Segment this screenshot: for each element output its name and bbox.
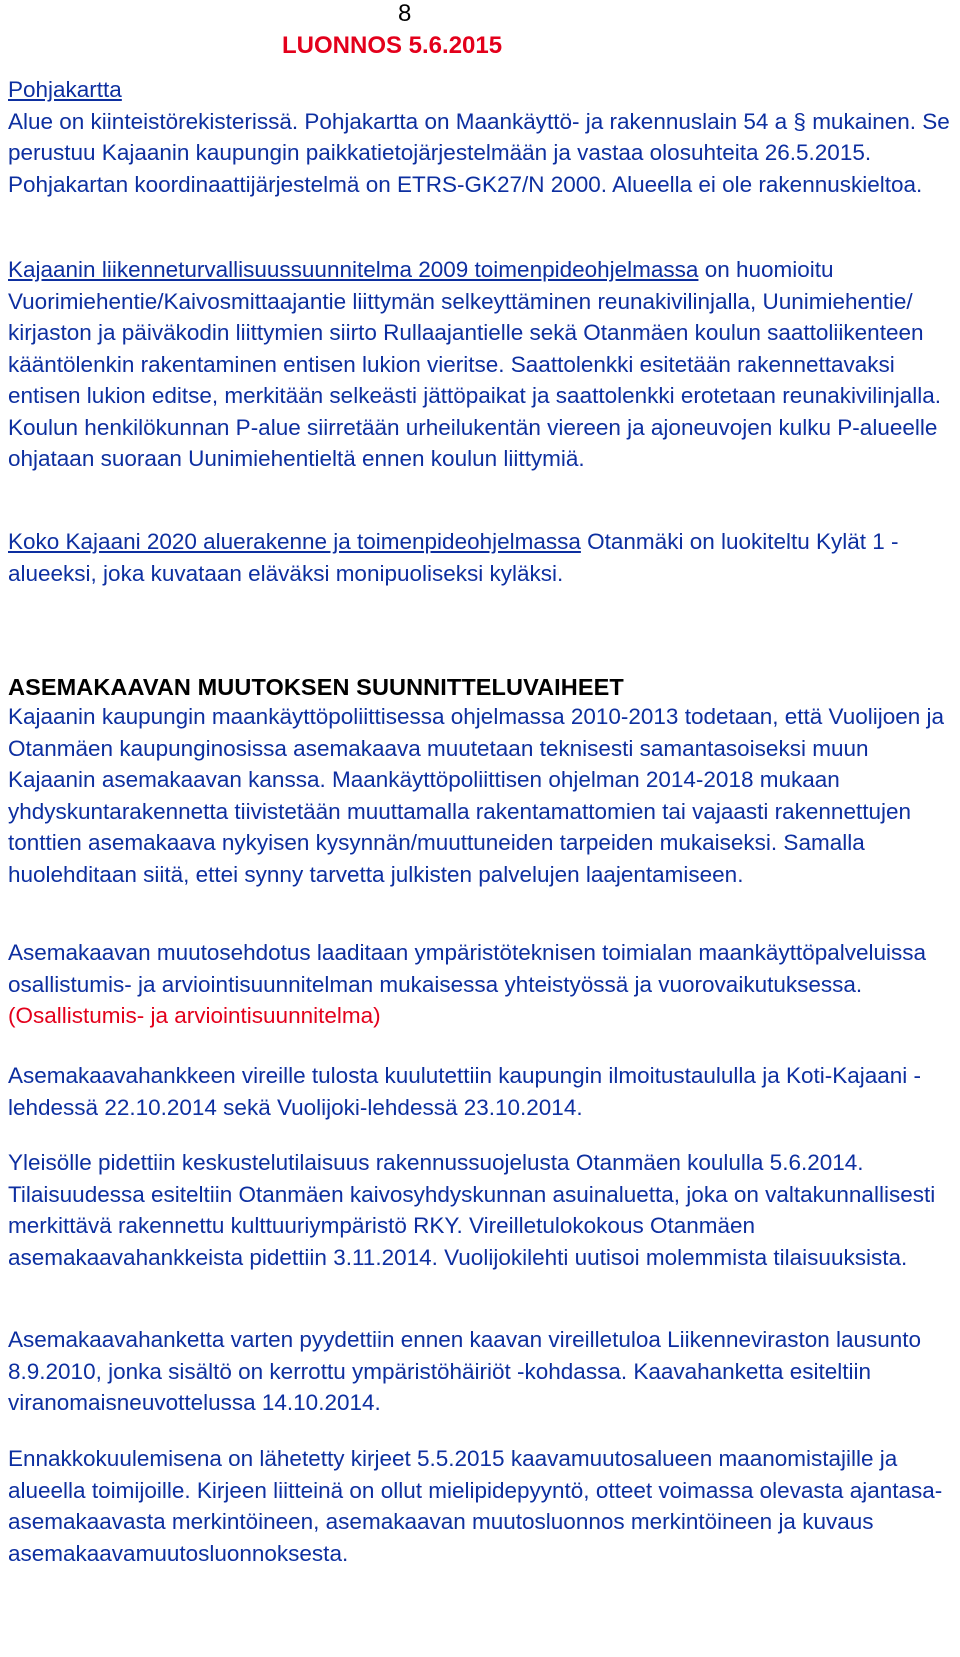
paragraph-5: Asemakaavahanketta varten pyydettiin ennen kaavan vireilletuloa Liikenneviraston lausunto 8.9.2010, jonka sisältö on kerrottu ympäristöhäiriöt -kohdassa. Kaavahanketta esiteltiin viranomaisneuvottelussa 14.10.2014. — [8, 1327, 922, 1415]
koko-kajaani-link[interactable]: Koko Kajaani 2020 aluerakenne ja toimenpideohjelmassa — [8, 529, 581, 554]
pohjakartta-section — [8, 74, 956, 200]
paragraph-2-text: Asemakaavan muutosehdotus laaditaan ympäristöteknisen toimialan maankäyttöpalveluissa osallistumis- ja arviointisuunnitelman mukaisessa yhteistyössä ja vuorovaikutuksessa. — [8, 940, 927, 997]
paragraph-6: Ennakkokuulemisena on lähetetty kirjeet 5.5.2015 kaavamuutosalueen maanomistajille ja alueella toimijoille. Kirjeen liitteinä on ollut mielipidepyyntö, otteet voimassa olevasta ajantasa-asemakaavasta merkintöineen, asemakaavan muutosluonnos merkintöineen ja kuvaus asemakaavamuutosluonnoksesta. — [8, 1446, 943, 1566]
section-heading: ASEMAKAAVAN MUUTOKSEN SUUNNITTELUVAIHEET — [8, 674, 624, 700]
paragraph-3: Asemakaavahankkeen vireille tulosta kuulutettiin kaupungin ilmoitustaululla ja Koti-Kajaani -lehdessä 22.10.2014 sekä Vuolijoki-lehdessä 23.10.2014. — [8, 1063, 922, 1120]
draft-label: LUONNOS 5.6.2015 — [282, 32, 503, 59]
paragraph-1: Kajaanin kaupungin maankäyttöpoliittisessa ohjelmassa 2010-2013 todetaan, että Vuolijoen ja Otanmäen kaupunginosissa asemakaava muutetaan teknisesti samantasoiseksi muun Kajaanin asemakaavan kanssa. Maankäyttöpoliittisen ohjelman 2014-2018 mukaan yhdyskuntarakennetta tiivistetään muuttamalla rakentamattomien tai vajaasti rakennettujen tonttien asemakaava nykyisen kysynnän/muuttuneiden tarpeiden mukaiseksi. Samalla huolehditaan siitä, ettei synny tarvetta julkisten palvelujen laajentamiseen. — [8, 704, 945, 887]
paragraph-2 — [8, 937, 954, 1032]
paragraph-4: Yleisölle pidettiin keskustelutilaisuus rakennussuojelusta Otanmäen koululla 5.6.2014. Tilaisuudessa esiteltiin Otanmäen kaivosyhdyskunnan asuinaluetta, joka on valtakunnallisesti merkittävä rakennettu kulttuuriympäristö RKY. Vireilletulokokous Otanmäen asemakaavahankkeista pidettiin 3.11.2014. Vuolijokilehti uutisoi molemmista tilaisuuksista. — [8, 1150, 936, 1270]
liikenne-text: on huomioitu Vuorimiehentie/Kaivosmittaajantie liittymän selkeyttäminen reunakivilinjalla, Uunimiehentie/ kirjaston ja päiväkodin liittymien siirto Rullaajantielle sekä Otanmäen koulun saattoliikenteen kääntölenkin rakentaminen entisen lukion vieritse. Saattolenkki esitetään rakennettavaksi entisen lukion editse, merkitään selkeästi jättöpaikat ja saattolenkki erotetaan reunakivilinjalla. Koulun henkilökunnan P-alue siirretään urheilukentän viereen ja ajoneuvojen kulku P-alueelle ohjataan suoraan Uunimiehentieltä ennen koulun liittymiä. — [8, 257, 942, 471]
koko-kajaani-text: Otanmäki on luokiteltu Kylät 1 -alueeksi, joka kuvataan eläväksi monipuoliseksi kyläksi. — [8, 529, 899, 586]
liikenne-link[interactable]: Kajaanin liikenneturvallisuussuunnitelma 2009 toimenpideohjelmassa — [8, 257, 699, 282]
liikenne-paragraph — [8, 254, 954, 475]
koko-kajaani-paragraph — [8, 526, 954, 589]
pohjakartta-title: Pohjakartta — [8, 77, 122, 102]
oas-reference-link[interactable]: (Osallistumis- ja arviointisuunnitelma) — [8, 1003, 381, 1028]
page-number: 8 — [398, 0, 412, 27]
pohjakartta-text: Alue on kiinteistörekisterissä. Pohjakartta on Maankäyttö- ja rakennuslain 54 a § mukainen. Se perustuu Kajaanin kaupungin paikkatietojärjestelmään ja vastaa olosuhteita 26.5.2015. Pohjakartan koordinaattijärjestelmä on ETRS-GK27/N 2000. Alueella ei ole rakennuskieltoa. — [8, 108, 950, 197]
